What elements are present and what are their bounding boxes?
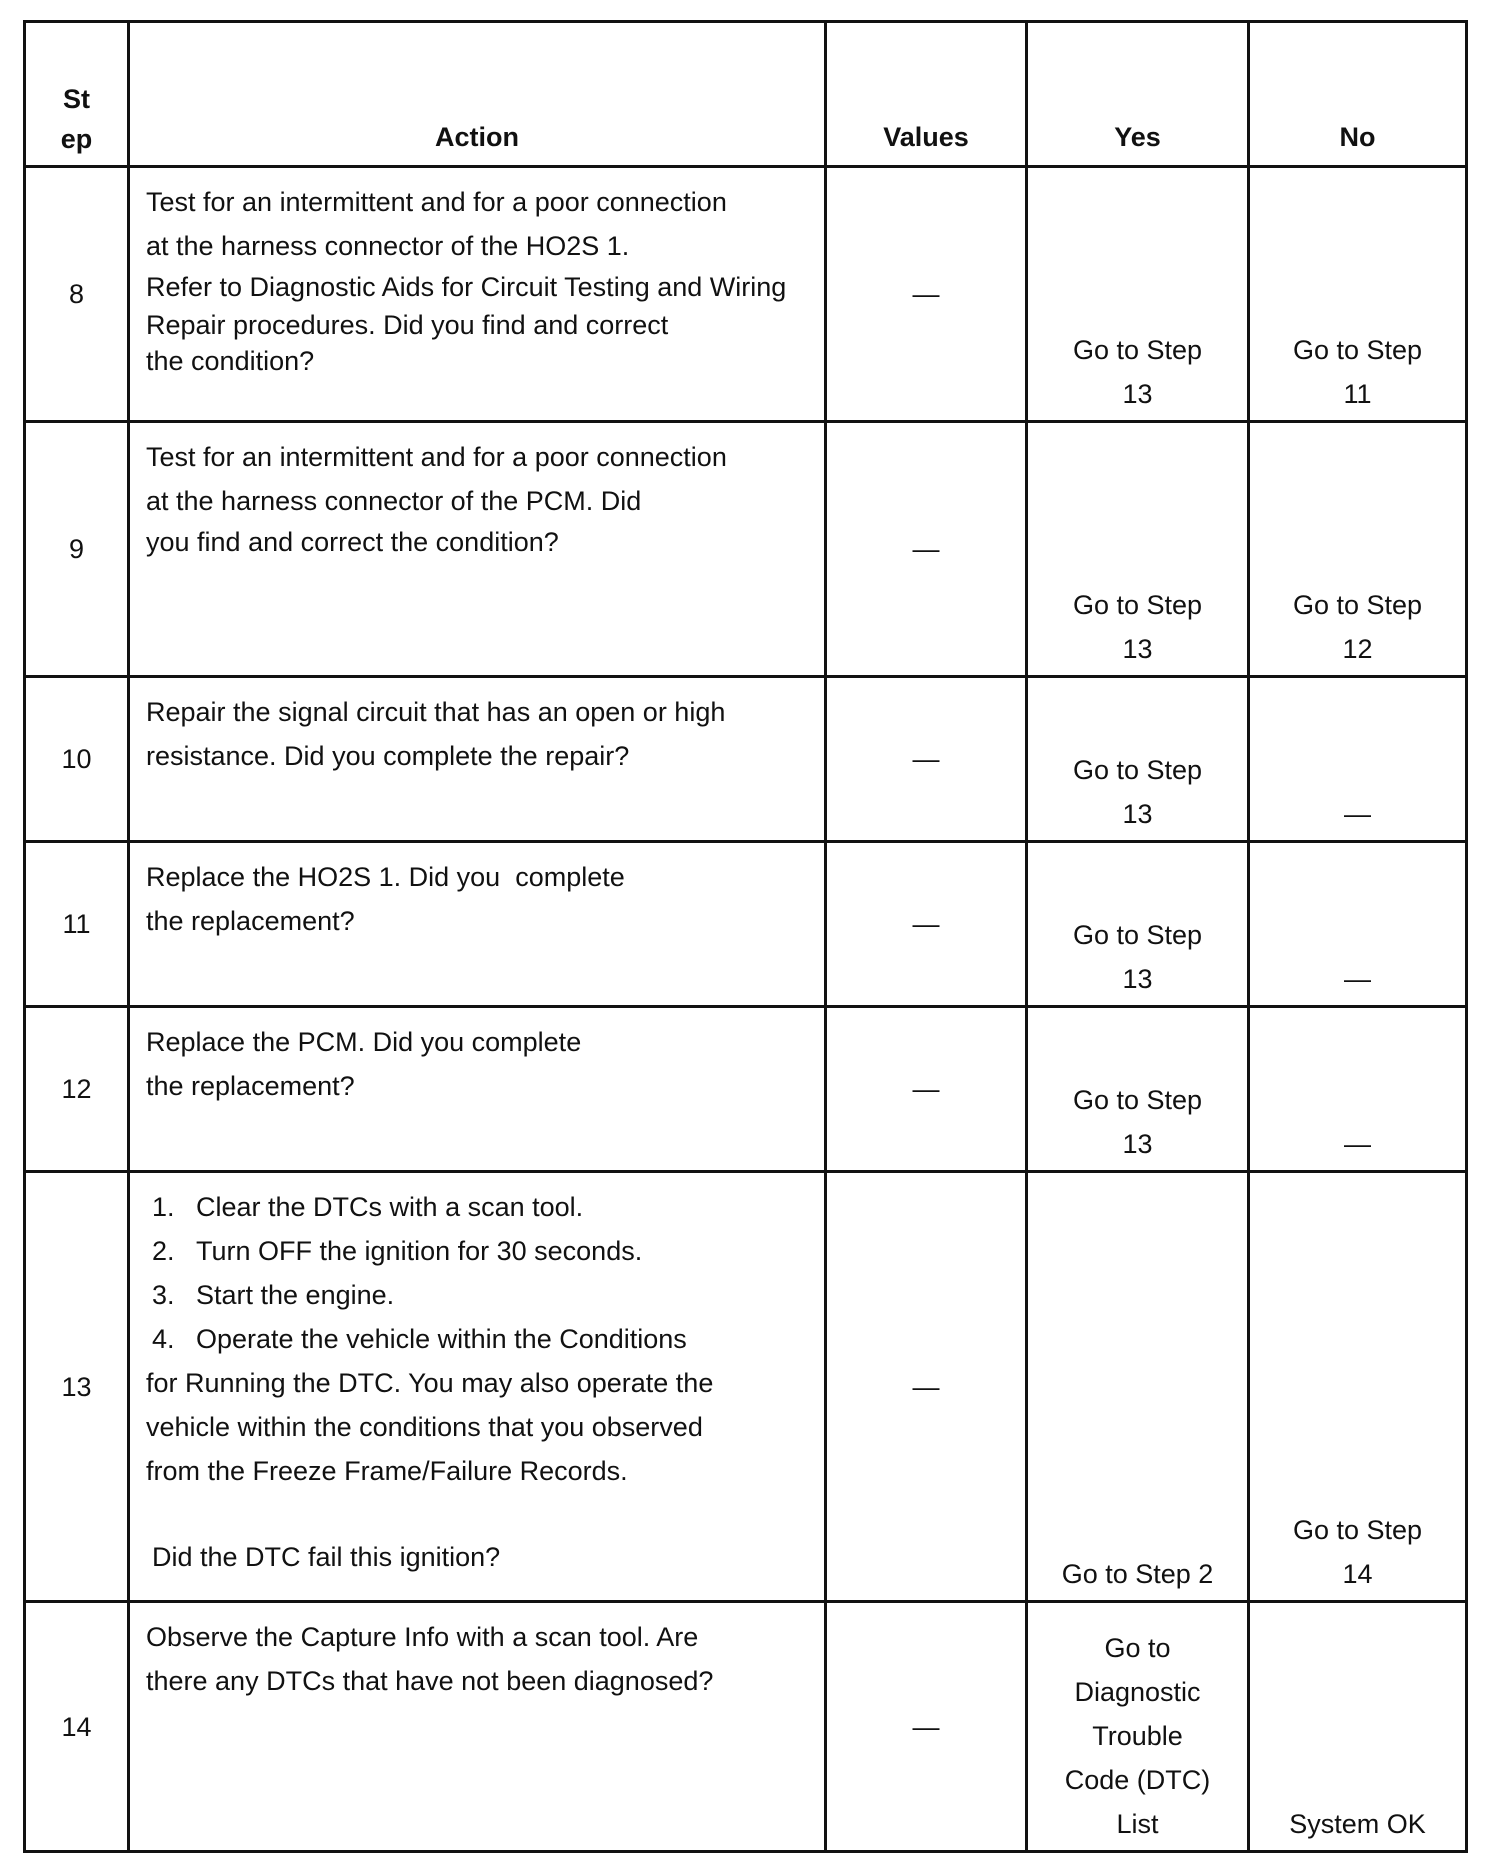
header-action: Action bbox=[129, 22, 826, 167]
list-text: Turn OFF the ignition for 30 seconds. bbox=[196, 1236, 643, 1266]
action-line: Observe the Capture Info with a scan tool. Are bbox=[146, 1622, 699, 1652]
action-text bbox=[129, 1007, 826, 1172]
step-number: 14 bbox=[25, 1602, 129, 1852]
yes-cell bbox=[1027, 1602, 1249, 1852]
values-cell: — bbox=[826, 1602, 1027, 1852]
yes-cell bbox=[1027, 422, 1249, 677]
no-cell bbox=[1249, 422, 1467, 677]
header-step bbox=[25, 22, 129, 167]
no-cell bbox=[1249, 677, 1467, 842]
action-line: Repair the signal circuit that has an open or high bbox=[146, 697, 726, 727]
yes-line: 13 bbox=[1122, 799, 1153, 829]
yes-line: Go to Step 2 bbox=[1061, 1559, 1214, 1589]
yes-line: Go to Step bbox=[1072, 920, 1203, 950]
diagnostic-table bbox=[23, 20, 1468, 1853]
yes-line: Go to bbox=[1104, 1633, 1171, 1663]
values-cell: — bbox=[826, 677, 1027, 842]
values-cell: — bbox=[826, 1172, 1027, 1602]
yes-line: 13 bbox=[1122, 379, 1153, 409]
no-line: Go to Step bbox=[1292, 335, 1423, 365]
yes-line: Go to Step bbox=[1072, 590, 1203, 620]
no-cell bbox=[1249, 1007, 1467, 1172]
step-number: 10 bbox=[25, 677, 129, 842]
spacer bbox=[146, 1493, 810, 1535]
list-number: 2. bbox=[152, 1236, 175, 1266]
yes-cell bbox=[1027, 842, 1249, 1007]
yes-line: Code (DTC) bbox=[1064, 1765, 1211, 1795]
action-line: at the harness connector of the PCM. Did bbox=[146, 486, 642, 516]
header-no: No bbox=[1249, 22, 1467, 167]
action-text bbox=[129, 1602, 826, 1852]
action-list-item bbox=[146, 1185, 810, 1229]
yes-line: Go to Step bbox=[1072, 1085, 1203, 1115]
table-row-step-9 bbox=[25, 422, 1467, 677]
list-text: Clear the DTCs with a scan tool. bbox=[196, 1192, 584, 1222]
action-line: there any DTCs that have not been diagnosed? bbox=[146, 1666, 714, 1696]
action-line: from the Freeze Frame/Failure Records. bbox=[146, 1456, 628, 1486]
step-number: 12 bbox=[25, 1007, 129, 1172]
no-line: 14 bbox=[1342, 1559, 1373, 1589]
header-yes: Yes bbox=[1027, 22, 1249, 167]
values-cell: — bbox=[826, 842, 1027, 1007]
header-step-line1: St bbox=[63, 84, 90, 114]
list-text: Operate the vehicle within the Conditions bbox=[196, 1324, 687, 1354]
action-text bbox=[129, 842, 826, 1007]
no-line: — bbox=[1344, 964, 1371, 994]
table-row-step-12 bbox=[25, 1007, 1467, 1172]
yes-line: Diagnostic bbox=[1074, 1677, 1201, 1707]
values-cell: — bbox=[826, 1007, 1027, 1172]
action-line: the condition? bbox=[146, 346, 315, 376]
step-number: 11 bbox=[25, 842, 129, 1007]
table-row-step-10 bbox=[25, 677, 1467, 842]
table-row-step-14 bbox=[25, 1602, 1467, 1852]
yes-cell bbox=[1027, 1007, 1249, 1172]
values-cell: — bbox=[826, 167, 1027, 422]
action-line: vehicle within the conditions that you observed bbox=[146, 1412, 703, 1442]
no-line: — bbox=[1344, 1129, 1371, 1159]
action-line: Test for an intermittent and for a poor connection bbox=[146, 442, 727, 472]
yes-line: Go to Step bbox=[1072, 755, 1203, 785]
no-cell bbox=[1249, 842, 1467, 1007]
yes-line: List bbox=[1116, 1809, 1159, 1839]
header-values: Values bbox=[826, 22, 1027, 167]
action-text bbox=[129, 1172, 826, 1602]
table-row-step-11 bbox=[25, 842, 1467, 1007]
action-question: Did the DTC fail this ignition? bbox=[152, 1542, 501, 1572]
action-text bbox=[129, 677, 826, 842]
yes-cell bbox=[1027, 1172, 1249, 1602]
action-line: for Running the DTC. You may also operate the bbox=[146, 1368, 714, 1398]
yes-line: 13 bbox=[1122, 964, 1153, 994]
action-list-item bbox=[146, 1229, 810, 1273]
no-line: Go to Step bbox=[1292, 1515, 1423, 1545]
no-line: — bbox=[1344, 799, 1371, 829]
yes-line: 13 bbox=[1122, 1129, 1153, 1159]
yes-line: 13 bbox=[1122, 634, 1153, 664]
action-text bbox=[129, 167, 826, 422]
no-line: 11 bbox=[1343, 379, 1372, 409]
list-text: Start the engine. bbox=[196, 1280, 395, 1310]
list-number: 4. bbox=[152, 1324, 175, 1354]
action-line: Replace the HO2S 1. Did you complete bbox=[146, 862, 625, 892]
action-line: the replacement? bbox=[146, 1071, 355, 1101]
no-line: Go to Step bbox=[1292, 590, 1423, 620]
no-cell bbox=[1249, 167, 1467, 422]
yes-line: Trouble bbox=[1092, 1721, 1183, 1751]
action-line: Repair procedures. Did you find and correct bbox=[146, 310, 669, 340]
action-list-item bbox=[146, 1273, 810, 1317]
step-number: 13 bbox=[25, 1172, 129, 1602]
action-line: at the harness connector of the HO2S 1. bbox=[146, 231, 630, 261]
action-list-item bbox=[146, 1317, 810, 1361]
values-cell: — bbox=[826, 422, 1027, 677]
no-line: System OK bbox=[1289, 1809, 1426, 1839]
list-number: 1. bbox=[152, 1192, 175, 1222]
action-line: resistance. Did you complete the repair? bbox=[146, 741, 630, 771]
yes-cell bbox=[1027, 677, 1249, 842]
action-line: Replace the PCM. Did you complete bbox=[146, 1027, 582, 1057]
header-row bbox=[25, 22, 1467, 167]
table-row-step-8 bbox=[25, 167, 1467, 422]
step-number: 8 bbox=[25, 167, 129, 422]
action-line: Refer to Diagnostic Aids for Circuit Testing and Wiring bbox=[146, 272, 787, 302]
table-row-step-13 bbox=[25, 1172, 1467, 1602]
action-line: the replacement? bbox=[146, 906, 355, 936]
no-line: 12 bbox=[1342, 634, 1373, 664]
no-cell bbox=[1249, 1602, 1467, 1852]
yes-cell bbox=[1027, 167, 1249, 422]
header-step-line2: ep bbox=[60, 124, 93, 154]
list-number: 3. bbox=[152, 1280, 175, 1310]
action-line: Test for an intermittent and for a poor connection bbox=[146, 187, 727, 217]
action-line: you find and correct the condition? bbox=[146, 527, 559, 557]
yes-line: Go to Step bbox=[1072, 335, 1203, 365]
step-number: 9 bbox=[25, 422, 129, 677]
no-cell bbox=[1249, 1172, 1467, 1602]
action-text bbox=[129, 422, 826, 677]
